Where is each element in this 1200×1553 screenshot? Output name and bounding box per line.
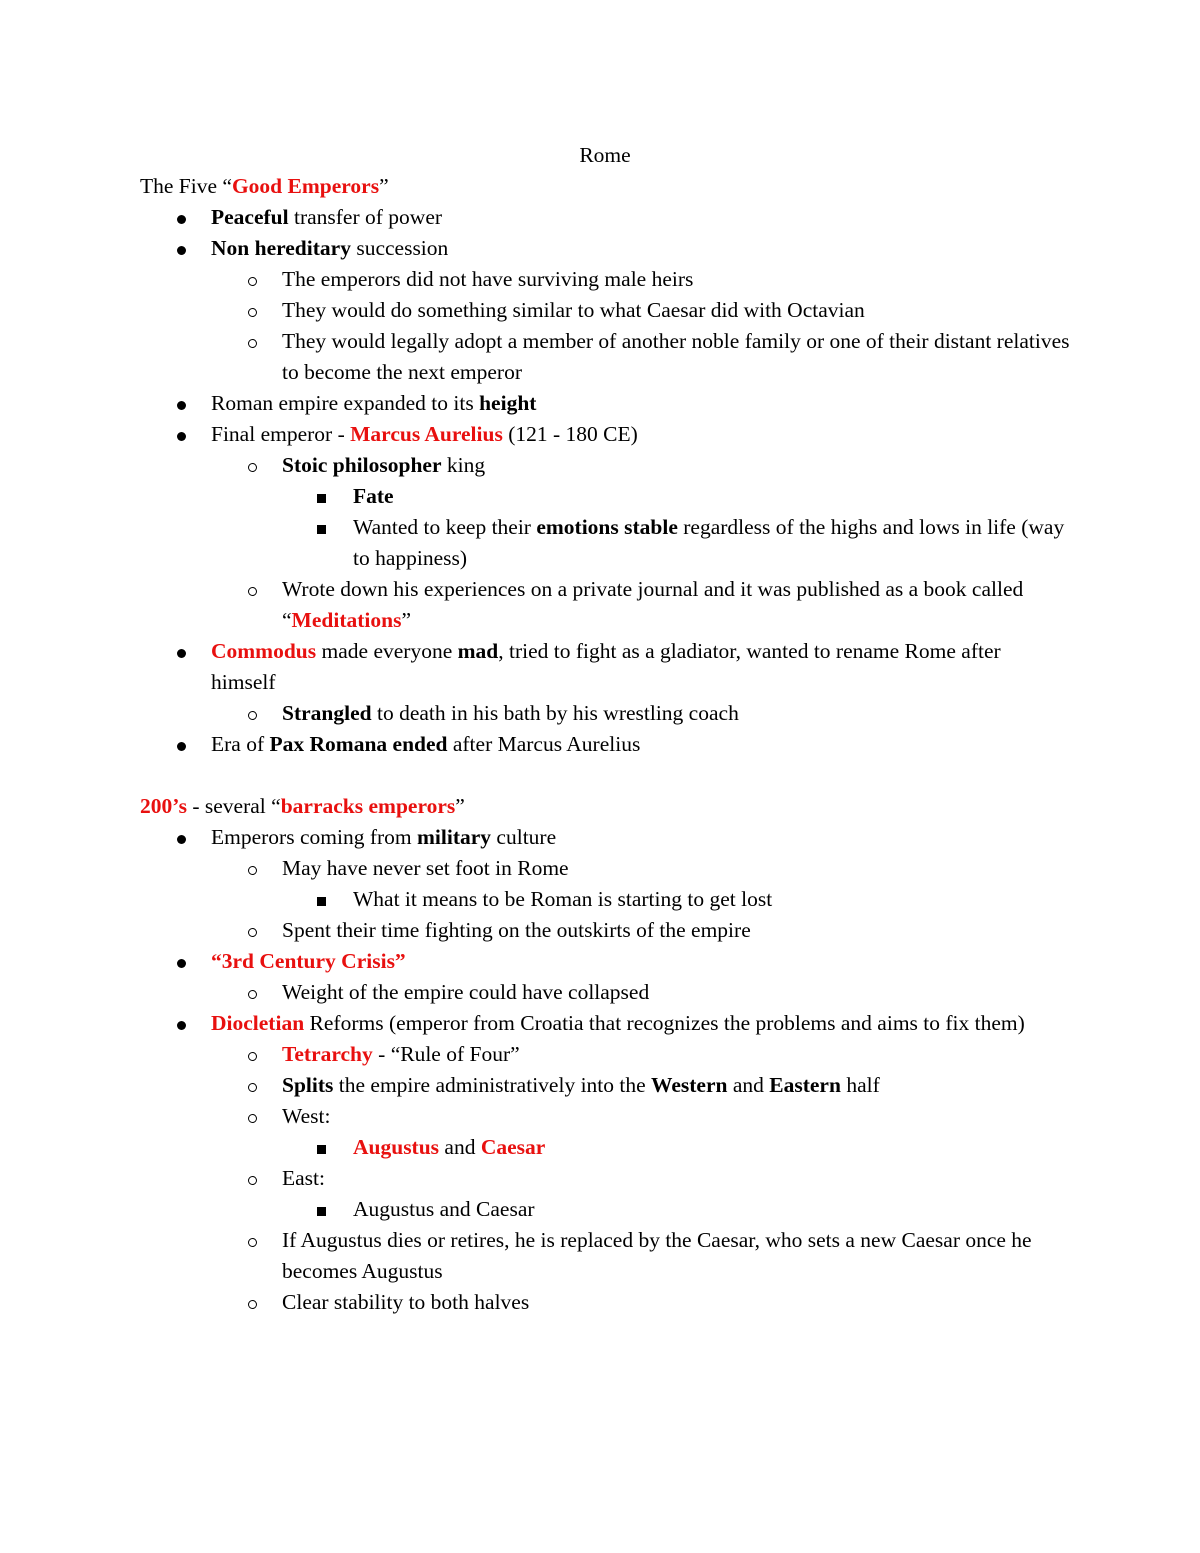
- text: regardless of the highs and lows in life (way to happiness): [353, 515, 1065, 570]
- document-title: Rome: [579, 143, 631, 167]
- highlight: Good Emperors: [231, 174, 380, 198]
- text: They would do something similar to what Caesar did with Octavian: [282, 298, 865, 322]
- text: Era of: [211, 732, 270, 756]
- sub-list: [140, 698, 1070, 729]
- sub-sub-list: [140, 481, 1070, 574]
- nested-list: [140, 1194, 1070, 1225]
- list-item: [140, 450, 1070, 481]
- bullet-dot-icon: [177, 946, 186, 977]
- list-item: [140, 202, 1070, 233]
- text: Wanted to keep their: [353, 515, 537, 539]
- highlight: Meditations: [291, 608, 402, 632]
- bullet-circle-icon: [248, 1039, 257, 1070]
- bold-text: emotions stable: [536, 515, 678, 539]
- list-item: [140, 729, 1070, 760]
- bullet-circle-icon: [248, 450, 257, 481]
- text: king: [441, 453, 486, 477]
- bullet-circle-icon: [248, 574, 257, 605]
- text: - “Rule of Four”: [372, 1042, 520, 1066]
- text: If Augustus dies or retires, he is replaced by the Caesar, who sets a new Caesar once he becomes Augustus: [282, 1228, 1032, 1283]
- list-item: [140, 946, 1070, 977]
- highlight: Augustus: [353, 1135, 440, 1159]
- text: to death in his bath by his wrestling coach: [371, 701, 739, 725]
- list-item: [140, 419, 1070, 450]
- list-item: [140, 1070, 1070, 1101]
- list-item: [140, 233, 1070, 264]
- text: ”: [401, 608, 411, 632]
- list-item: [140, 1163, 1070, 1194]
- text: - several “: [186, 794, 281, 818]
- bullet-dot-icon: [177, 822, 186, 853]
- list-item: [140, 1194, 1070, 1225]
- text: the empire administratively into the: [333, 1073, 652, 1097]
- nested-list: [140, 264, 1070, 388]
- nested-list: [140, 853, 1070, 946]
- text: transfer of power: [288, 205, 443, 229]
- bullet-dot-icon: [177, 1008, 186, 1039]
- bold-text: Splits: [282, 1073, 334, 1097]
- bullet-dot-icon: [177, 419, 186, 450]
- list-item: [140, 1225, 1070, 1287]
- bullet-circle-icon: [248, 853, 257, 884]
- spacer: [140, 760, 1070, 791]
- list-item: [140, 264, 1070, 295]
- bold-text: Eastern: [769, 1073, 841, 1097]
- bullet-circle-icon: [248, 264, 257, 295]
- text: ”: [455, 794, 465, 818]
- text: The emperors did not have surviving male heirs: [282, 267, 694, 291]
- section-heading-barracks-emperors: [140, 791, 1070, 822]
- nested-list: [140, 698, 1070, 729]
- bold-text: mad: [457, 639, 499, 663]
- list-item: [140, 636, 1070, 698]
- text: and: [439, 1135, 481, 1159]
- highlight: Caesar: [480, 1135, 546, 1159]
- text: after Marcus Aurelius: [447, 732, 641, 756]
- bullet-circle-icon: [248, 1101, 257, 1132]
- bullet-circle-icon: [248, 295, 257, 326]
- text: The Five “: [140, 174, 232, 198]
- list-item: [140, 481, 1070, 512]
- text: succession: [350, 236, 449, 260]
- sub-sub-list: [140, 1132, 1070, 1163]
- text: (121 - 180 CE): [502, 422, 638, 446]
- text: Reforms (emperor from Croatia that recognizes the problems and aims to fix them): [304, 1011, 1025, 1035]
- list-item: [140, 574, 1070, 636]
- text: Emperors coming from: [211, 825, 417, 849]
- text: They would legally adopt a member of another noble family or one of their distant relatives to become the next emperor: [282, 329, 1070, 384]
- text: and: [727, 1073, 770, 1097]
- text: Weight of the empire could have collapsed: [282, 980, 650, 1004]
- text: half: [840, 1073, 880, 1097]
- list-item: [140, 977, 1070, 1008]
- nested-list: [140, 450, 1070, 636]
- sub-list: [140, 853, 1070, 946]
- bold-text: Peaceful: [211, 205, 289, 229]
- text: Augustus and Caesar: [353, 1197, 535, 1221]
- barracks-emperors-list: [140, 822, 1070, 1318]
- text: Clear stability to both halves: [282, 1290, 530, 1314]
- highlight: 200’s: [140, 794, 187, 818]
- bold-text: Non hereditary: [211, 236, 351, 260]
- list-item: [140, 853, 1070, 884]
- highlight: Tetrarchy: [282, 1042, 373, 1066]
- text: Spent their time fighting on the outskirts of the empire: [282, 918, 751, 942]
- sub-list: [140, 450, 1070, 636]
- text: May have never set foot in Rome: [282, 856, 569, 880]
- list-item: [140, 1008, 1070, 1039]
- bullet-circle-icon: [248, 1225, 257, 1256]
- list-item: [140, 1101, 1070, 1132]
- text: East:: [282, 1166, 325, 1190]
- bullet-circle-icon: [248, 698, 257, 729]
- list-item: [140, 326, 1070, 388]
- nested-list: [140, 481, 1070, 574]
- sub-sub-list: [140, 884, 1070, 915]
- list-item: [140, 1287, 1070, 1318]
- list-item: [140, 388, 1070, 419]
- bullet-circle-icon: [248, 915, 257, 946]
- nested-list: [140, 1039, 1070, 1318]
- list-item: [140, 1039, 1070, 1070]
- bullet-square-icon: [317, 884, 326, 915]
- bullet-dot-icon: [177, 388, 186, 419]
- list-item: [140, 915, 1070, 946]
- bold-text: Pax Romana ended: [269, 732, 448, 756]
- sub-list: [140, 1039, 1070, 1318]
- bullet-circle-icon: [248, 1163, 257, 1194]
- text: Roman empire expanded to its: [211, 391, 480, 415]
- text: Final emperor -: [211, 422, 351, 446]
- sub-list: [140, 264, 1070, 388]
- bullet-square-icon: [317, 1132, 326, 1163]
- document-body: [140, 140, 1070, 1318]
- bullet-dot-icon: [177, 202, 186, 233]
- text: culture: [491, 825, 557, 849]
- bold-text: Fate: [353, 484, 394, 508]
- nested-list: [140, 884, 1070, 915]
- list-item: [140, 884, 1070, 915]
- list-item: [140, 822, 1070, 853]
- list-item: [140, 1132, 1070, 1163]
- highlight: Diocletian: [211, 1011, 305, 1035]
- bullet-dot-icon: [177, 729, 186, 760]
- bullet-circle-icon: [248, 1070, 257, 1101]
- bullet-circle-icon: [248, 977, 257, 1008]
- list-item: [140, 698, 1070, 729]
- text: Wrote down his experiences on a private journal and it was published as a book called “: [282, 577, 1024, 632]
- highlight: Commodus: [211, 639, 317, 663]
- highlight: “3rd Century Crisis”: [211, 949, 406, 973]
- text: West:: [282, 1104, 331, 1128]
- bold-text: Western: [651, 1073, 728, 1097]
- good-emperors-list: [140, 202, 1070, 760]
- section-heading-good-emperors: [140, 171, 1070, 202]
- bold-text: military: [417, 825, 492, 849]
- text: made everyone: [316, 639, 458, 663]
- sub-list: [140, 977, 1070, 1008]
- highlight: Marcus Aurelius: [350, 422, 503, 446]
- bullet-square-icon: [317, 481, 326, 512]
- text: , tried to fight as a gladiator, wanted to rename Rome after himself: [211, 639, 1001, 694]
- list-item: [140, 295, 1070, 326]
- bullet-circle-icon: [248, 1287, 257, 1318]
- list-item: [140, 512, 1070, 574]
- nested-list: [140, 977, 1070, 1008]
- bullet-dot-icon: [177, 636, 186, 667]
- highlight: barracks emperors: [280, 794, 456, 818]
- bullet-dot-icon: [177, 233, 186, 264]
- bold-text: Stoic philosopher: [282, 453, 442, 477]
- nested-list: [140, 1132, 1070, 1163]
- sub-sub-list: [140, 1194, 1070, 1225]
- text: ”: [379, 174, 389, 198]
- bold-text: Strangled: [282, 701, 372, 725]
- bold-text: height: [479, 391, 537, 415]
- text: What it means to be Roman is starting to get lost: [353, 887, 773, 911]
- bullet-circle-icon: [248, 326, 257, 357]
- bullet-square-icon: [317, 512, 326, 543]
- bullet-square-icon: [317, 1194, 326, 1225]
